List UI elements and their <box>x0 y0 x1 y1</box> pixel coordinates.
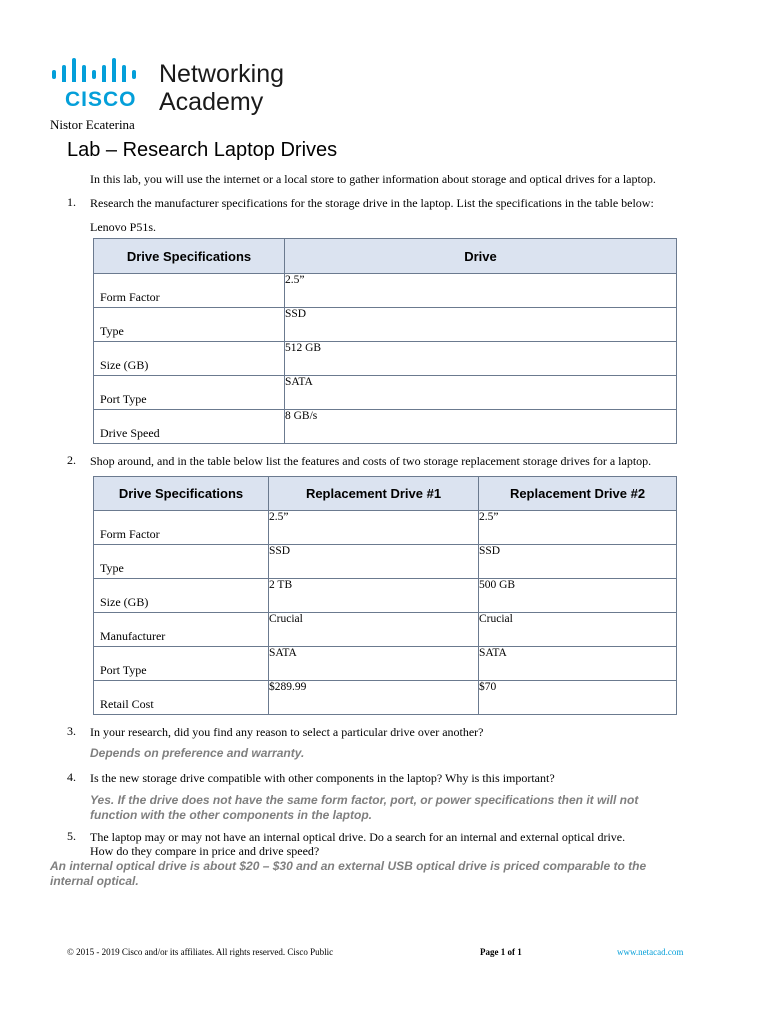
row-label: Type <box>94 308 285 342</box>
cell-value: SSD <box>285 308 307 320</box>
table-row <box>94 579 677 613</box>
row-label: Size (GB) <box>94 342 285 376</box>
question-2-number: 2. <box>67 453 76 467</box>
cell-value: Crucial <box>269 613 303 625</box>
table-row <box>94 274 677 308</box>
row-label: Size (GB) <box>94 579 269 613</box>
row-label: Type <box>94 545 269 579</box>
page-title: Lab – Research Laptop Drives <box>67 139 338 161</box>
replacement-drives-table <box>93 476 677 715</box>
cell-value: 2.5” <box>479 511 499 523</box>
question-5-answer-line-1: An internal optical drive is about $20 – $30 and an external USB optical drive is priced comparable to the <box>50 859 647 873</box>
table-header: Drive <box>285 239 677 274</box>
question-3-number: 3. <box>67 724 76 738</box>
table-row <box>94 545 677 579</box>
row-label: Port Type <box>94 376 285 410</box>
cell-value: SATA <box>285 376 313 388</box>
question-5-answer-line-2: internal optical. <box>50 874 139 888</box>
cell-value: Crucial <box>479 613 513 625</box>
cell-value: $70 <box>479 681 497 693</box>
cell-value: 2.5” <box>269 511 289 523</box>
question-4-text: Is the new storage drive compatible with other components in the laptop? Why is this important? <box>90 771 555 785</box>
cell-value: SATA <box>269 647 297 659</box>
table-row <box>94 342 677 376</box>
logo-networking-text: Networking <box>159 60 285 88</box>
row-label: Retail Cost <box>94 681 269 715</box>
footer-netacad-link[interactable]: www.netacad.com <box>617 947 684 957</box>
table-row <box>94 647 677 681</box>
footer-page-number: Page 1 of 1 <box>480 947 522 957</box>
question-3-answer: Depends on preference and warranty. <box>90 746 305 760</box>
row-label: Manufacturer <box>94 613 269 647</box>
table-row <box>94 681 677 715</box>
cell-value: $289.99 <box>269 681 307 693</box>
table-header: Replacement Drive #2 <box>479 477 677 511</box>
cell-value: 8 GB/s <box>285 410 318 422</box>
table-header: Replacement Drive #1 <box>269 477 479 511</box>
question-4-number: 4. <box>67 770 76 784</box>
cell-value: SSD <box>269 545 291 557</box>
question-3-text: In your research, did you find any reason to select a particular drive over another? <box>90 725 484 739</box>
question-1-text: Research the manufacturer specifications for the storage drive in the laptop. List the specifications in the table below: <box>90 196 654 210</box>
question-5-number: 5. <box>67 829 76 843</box>
intro-paragraph: In this lab, you will use the internet or a local store to gather information about storage and optical drives for a laptop. <box>90 172 656 186</box>
question-2-text: Shop around, and in the table below list the features and costs of two storage replacement storage drives for a laptop. <box>90 454 652 468</box>
table-row <box>94 410 677 444</box>
logo-cisco-wordmark: CISCO <box>65 88 137 111</box>
cell-value: 500 GB <box>479 579 516 591</box>
question-5-text-line-1: The laptop may or may not have an internal optical drive. Do a search for an internal and external optical drive. <box>90 830 626 844</box>
laptop-model: Lenovo P51s. <box>90 220 156 234</box>
row-label: Form Factor <box>94 511 269 545</box>
question-1-number: 1. <box>67 195 76 209</box>
table-row <box>94 376 677 410</box>
table-header: Drive Specifications <box>94 239 285 274</box>
table-header: Drive Specifications <box>94 477 269 511</box>
logo-academy-text: Academy <box>159 88 264 116</box>
cell-value: 2.5” <box>285 274 305 286</box>
cell-value: SSD <box>479 545 501 557</box>
table-row <box>94 613 677 647</box>
row-label: Drive Speed <box>94 410 285 444</box>
question-4-answer-line-2: function with the other components in the laptop. <box>90 808 372 822</box>
cell-value: 2 TB <box>269 579 293 591</box>
row-label: Port Type <box>94 647 269 681</box>
student-name: Nistor Ecaterina <box>50 117 135 132</box>
row-label: Form Factor <box>94 274 285 308</box>
table-row <box>94 308 677 342</box>
cisco-bridge-icon <box>52 58 147 82</box>
footer-copyright: © 2015 - 2019 Cisco and/or its affiliates. All rights reserved. Cisco Public <box>67 947 334 957</box>
drive-spec-table <box>93 238 677 444</box>
question-4-answer-line-1: Yes. If the drive does not have the same form factor, port, or power specifications then it will not <box>90 793 639 807</box>
question-5-text-line-2: How do they compare in price and drive speed? <box>90 844 320 858</box>
cell-value: 512 GB <box>285 342 322 354</box>
table-row <box>94 511 677 545</box>
cell-value: SATA <box>479 647 507 659</box>
